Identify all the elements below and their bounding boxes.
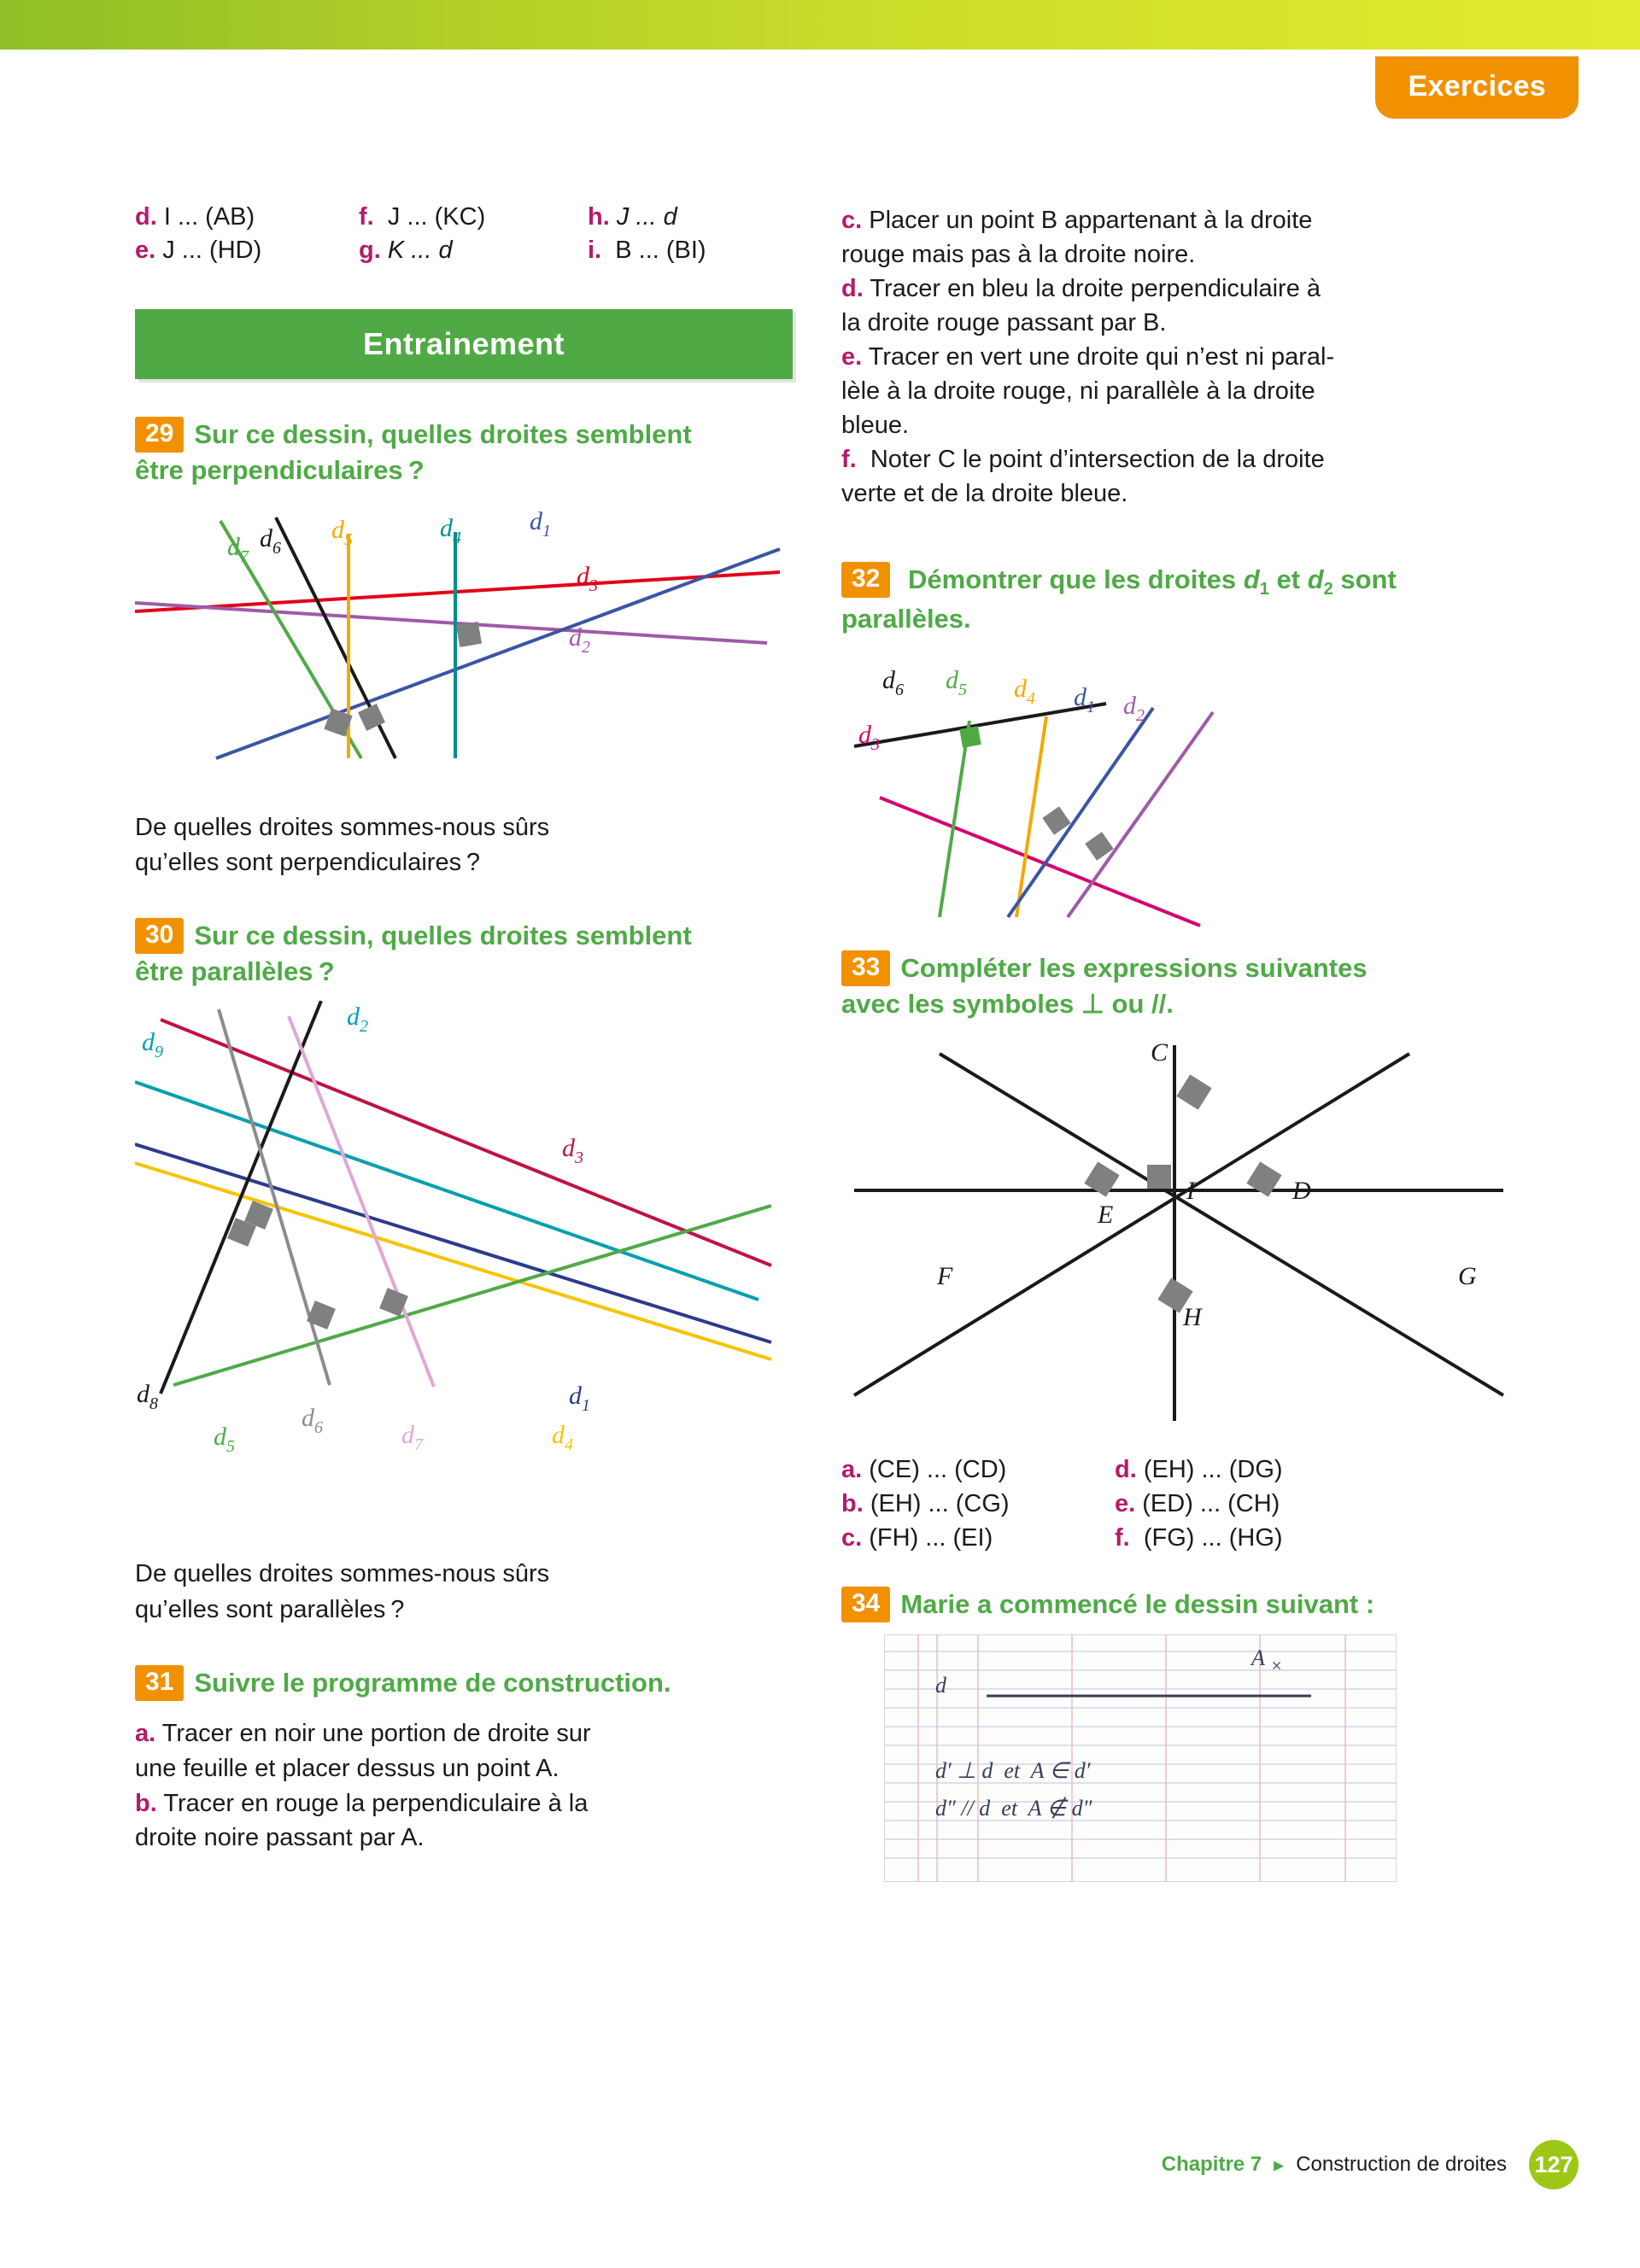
page-footer — [1162, 2140, 1578, 2189]
answer-key: i. — [588, 237, 602, 264]
section-banner-entrainement: Entrainement — [135, 309, 793, 379]
item-line: la droite rouge passant par B. — [841, 309, 1167, 337]
title-post: sont — [1340, 564, 1397, 595]
item-key: a. — [135, 1719, 156, 1747]
svg-text:C: C — [1151, 1038, 1168, 1067]
answer-d — [1115, 1456, 1516, 1484]
item-key: f. — [841, 446, 857, 474]
footer-subtitle: Construction de droites — [1296, 2153, 1507, 2176]
answer-text: J ... d — [616, 203, 677, 231]
exercise-title: Sur ce dessin, quelles droites semblent — [194, 419, 692, 449]
exercise-30-header — [135, 918, 793, 990]
footer-arrow-icon: ▸ — [1274, 2153, 1285, 2177]
exercise-34-header — [841, 1587, 1516, 1622]
exercise-number-badge: 30 — [135, 918, 184, 954]
answer-key: c. — [841, 1524, 863, 1552]
title-d2: d — [1307, 564, 1324, 595]
handwriting-point-a: A — [1251, 1645, 1265, 1671]
svg-text:d4: $d_4$ — [552, 1421, 573, 1455]
exercise-31-item-e — [841, 340, 1516, 442]
svg-text:d1: $d_1$ — [1074, 682, 1095, 716]
figure-33-svg — [841, 1037, 1516, 1429]
item-line: Noter C le point d’intersection de la droite — [870, 446, 1325, 474]
item-key: e. — [841, 343, 863, 371]
item-line: bleue. — [841, 412, 910, 440]
handwriting-line2: d″ // d et A ∉ d″ — [935, 1796, 1092, 1821]
answer-key: e. — [135, 237, 156, 264]
svg-text:H: H — [1183, 1303, 1202, 1332]
answer-key: e. — [1115, 1490, 1136, 1518]
handwriting-cross: × — [1270, 1655, 1283, 1677]
figure-34-handwritten-notebook — [884, 1634, 1516, 1886]
answer-item-e — [135, 237, 359, 265]
exercise-number-badge: 34 — [841, 1587, 890, 1622]
answer-key: g. — [359, 237, 381, 264]
svg-text:D: D — [1292, 1177, 1311, 1206]
handwriting-line1: d′ ⊥ d et A ∈ d′ — [935, 1758, 1091, 1784]
exercise-32-header — [841, 562, 1516, 637]
svg-text:d1: $d_1$ — [569, 1382, 590, 1416]
svg-text:d5: $d_5$ — [331, 515, 353, 549]
exercise-30-question — [135, 1557, 793, 1627]
figure-32 — [841, 652, 1516, 938]
answer-f — [1115, 1524, 1516, 1552]
item-key: b. — [135, 1790, 157, 1818]
answer-text: (ED) ... (CH) — [1142, 1490, 1280, 1518]
right-column — [841, 203, 1516, 1886]
item-line: droite noire passant par A. — [135, 1824, 425, 1852]
svg-text:d2: $d_2$ — [1123, 691, 1145, 725]
svg-text:I: I — [1186, 1177, 1195, 1206]
item-key: d. — [841, 275, 864, 303]
answer-key: f. — [359, 203, 374, 231]
svg-text:E: E — [1098, 1201, 1114, 1230]
footer-chapter: Chapitre 7 — [1161, 2153, 1262, 2176]
item-line: verte et de la droite bleue. — [841, 480, 1128, 508]
figure-34-svg — [884, 1634, 1397, 1882]
figure-32-svg — [841, 652, 1516, 934]
answer-text: B ... (BI) — [615, 237, 706, 264]
exercise-title-line2: avec les symboles ⊥ ou //. — [841, 988, 1174, 1019]
exercise-number-badge: 31 — [135, 1665, 184, 1701]
answer-text: (FH) ... (EI) — [869, 1524, 993, 1552]
svg-text:d9: $d_9$ — [142, 1028, 163, 1062]
answer-text: I ... (AB) — [163, 203, 255, 231]
title-sub1: 1 — [1259, 580, 1269, 599]
answer-a — [841, 1456, 1115, 1484]
answer-key: a. — [841, 1456, 863, 1484]
svg-text:d5: $d_5$ — [946, 665, 967, 699]
item-line: Tracer en vert une droite qui n’est ni paral- — [868, 343, 1335, 371]
question-line2: qu’elles sont perpendiculaires ? — [135, 848, 481, 876]
svg-text:d3: $d_3$ — [577, 561, 598, 595]
item-line: Tracer en rouge la perpendiculaire à la — [163, 1790, 589, 1818]
exercise-33-header — [841, 950, 1516, 1022]
exercise-title — [900, 564, 1397, 599]
exercise-31-item-d — [841, 272, 1516, 340]
figure-29 — [135, 502, 793, 788]
exercise-title: Marie a commencé le dessin suivant : — [900, 1589, 1375, 1620]
item-line: Tracer en noir une portion de droite sur — [161, 1719, 591, 1747]
exercise-title: Sur ce dessin, quelles droites semblent — [194, 920, 692, 950]
figure-29-svg — [135, 502, 793, 784]
svg-text:d6: $d_6$ — [260, 523, 281, 558]
question-line1: De quelles droites sommes-nous sûrs — [135, 813, 550, 841]
exercise-33-answers — [841, 1456, 1516, 1552]
item-line: une feuille et placer dessus un point A. — [135, 1754, 559, 1782]
exercise-29-header — [135, 417, 793, 488]
page-number-badge: 127 — [1529, 2140, 1578, 2189]
svg-text:d3: $d_3$ — [858, 720, 880, 754]
svg-text:d2: $d_2$ — [347, 1002, 368, 1037]
question-line2: qu’elles sont parallèles ? — [135, 1595, 405, 1623]
item-key: c. — [841, 207, 863, 234]
top-color-band — [0, 0, 1640, 50]
answer-c — [841, 1524, 1115, 1552]
exercise-31-item-c — [841, 203, 1516, 272]
exercices-tab: Exercices — [1375, 56, 1578, 119]
answer-key: h. — [588, 203, 610, 231]
answer-text: (EH) ... (CG) — [870, 1490, 1010, 1518]
svg-text:G: G — [1458, 1262, 1477, 1291]
exercise-number-badge: 33 — [841, 950, 890, 986]
exercise-title-line2: être perpendiculaires ? — [135, 455, 425, 485]
svg-text:d6: $d_6$ — [302, 1404, 323, 1438]
answer-text: (FG) ... (HG) — [1143, 1524, 1283, 1552]
answer-text: J ... (KC) — [387, 203, 486, 231]
item-line: lèle à la droite rouge, ni parallèle à la droite — [841, 377, 1315, 406]
title-sub2: 2 — [1323, 580, 1333, 599]
svg-text:d8: $d_8$ — [137, 1380, 158, 1414]
answer-item-f — [359, 203, 588, 231]
title-pre: Démontrer que les droites — [908, 564, 1237, 595]
answer-text: J ... (HD) — [162, 237, 262, 264]
svg-text:d3: $d_3$ — [562, 1134, 583, 1168]
exercise-title-line2: parallèles. — [841, 604, 971, 634]
exercise-title: Compléter les expressions suivantes — [900, 952, 1368, 983]
exercise-31-item-b — [135, 1786, 793, 1855]
exercise-title-line2: être parallèles ? — [135, 956, 335, 986]
exercise-number-badge: 29 — [135, 417, 184, 453]
figure-30 — [135, 1001, 793, 1534]
answer-item-i — [588, 237, 793, 265]
exercise-31-item-f — [841, 442, 1516, 511]
handwriting-d-label: d — [935, 1673, 946, 1698]
exercise-number-badge: 32 — [841, 562, 890, 598]
answer-text: (CE) ... (CD) — [869, 1456, 1007, 1484]
answer-text: K ... d — [387, 237, 453, 264]
svg-text:d2: $d_2$ — [569, 623, 590, 657]
svg-text:F: F — [937, 1262, 953, 1291]
item-line: rouge mais pas à la droite noire. — [841, 241, 1196, 269]
answer-key: f. — [1115, 1524, 1130, 1552]
svg-text:d4: $d_4$ — [440, 513, 461, 547]
svg-text:d7: $d_7$ — [227, 532, 249, 566]
answer-b — [841, 1490, 1115, 1518]
answer-key: d. — [1115, 1456, 1137, 1484]
item-line: Tracer en bleu la droite perpendiculaire à — [870, 275, 1321, 303]
continued-answer-list — [135, 203, 793, 265]
item-line: Placer un point B appartenant à la droite — [869, 207, 1313, 234]
svg-text:d6: $d_6$ — [882, 665, 904, 699]
exercise-31-item-a — [135, 1716, 793, 1786]
exercise-29-question — [135, 810, 793, 880]
answer-text: (EH) ... (DG) — [1143, 1456, 1283, 1484]
exercise-31-header — [135, 1665, 793, 1701]
exercise-title: Suivre le programme de construction. — [194, 1667, 671, 1698]
figure-33 — [841, 1037, 1516, 1434]
left-column — [135, 203, 793, 1855]
answer-e — [1115, 1490, 1516, 1518]
answer-key: b. — [841, 1490, 864, 1518]
figure-30-svg — [135, 1001, 793, 1530]
title-d1: d — [1243, 564, 1260, 595]
answer-key: d. — [135, 203, 157, 231]
answer-item-g — [359, 237, 588, 265]
svg-text:d1: $d_1$ — [530, 506, 551, 541]
question-line1: De quelles droites sommes-nous sûrs — [135, 1560, 550, 1588]
title-mid: et — [1276, 564, 1301, 595]
svg-text:d7: $d_7$ — [401, 1421, 423, 1455]
answer-item-d — [135, 203, 359, 231]
svg-text:d4: $d_4$ — [1014, 674, 1035, 708]
svg-text:d5: $d_5$ — [214, 1423, 235, 1457]
answer-item-h — [588, 203, 793, 231]
